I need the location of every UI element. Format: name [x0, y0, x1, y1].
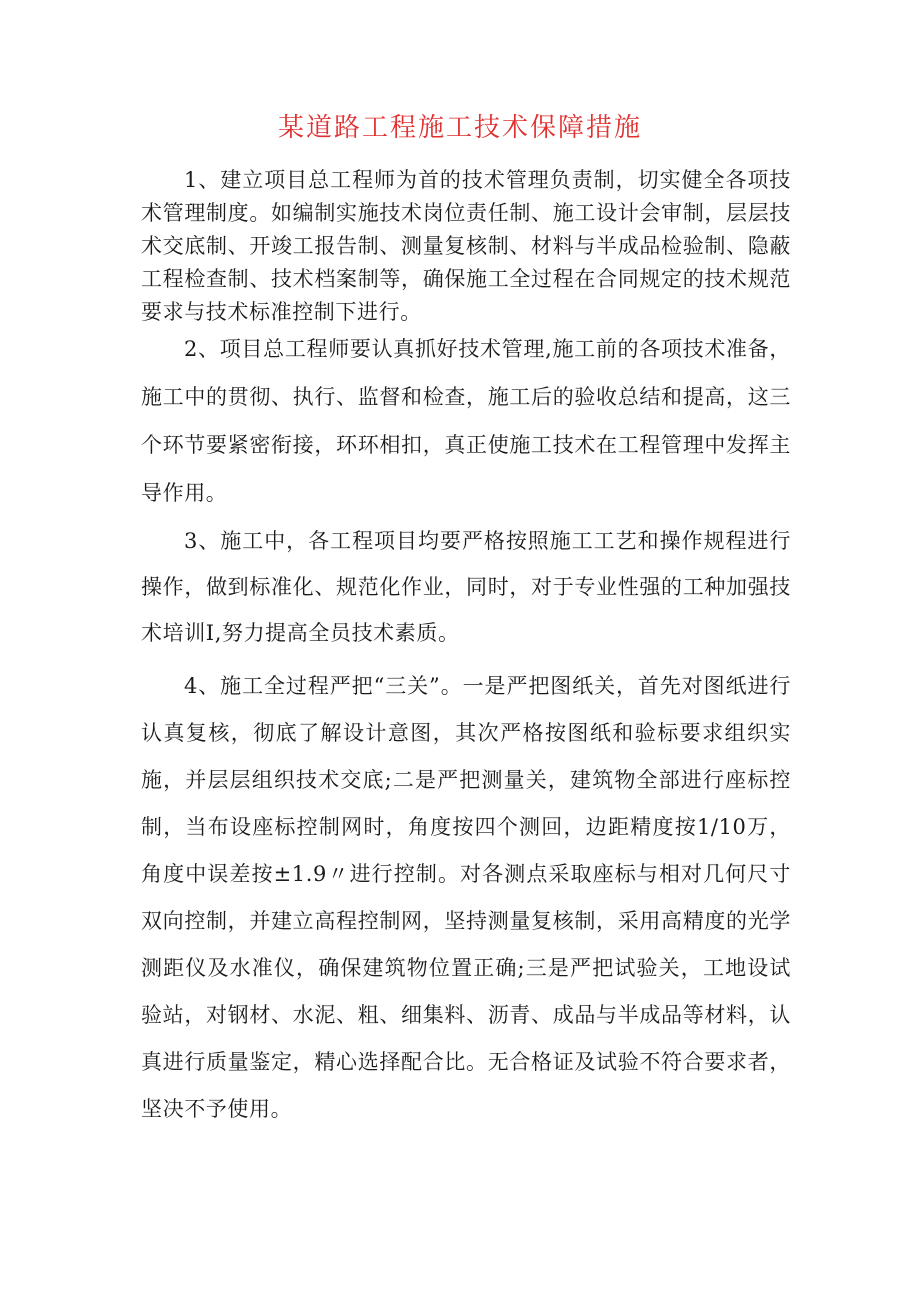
document-title: 某道路工程施工技术保障措施 — [277, 113, 642, 143]
paragraph-4: 4、施工全过程严把“三关”。一是严把图纸关，首先对图纸进行认真复核，彻底了解设计意图，其次严格按图纸和验标要求组织实施，并层层组织技术交底;二是严把测量关，建筑物全部进行座标控制，当布设座标控制网时，角度按四个测回，边距精度按1/10万，角度中误差按±1.9〃进行控制。对各测点采取座标与相对几何尺寸双向控制，并建立高程控制网，坚持测量复核制，采用高精度的光学测距仪及水准仪，确保建筑物位置正确;三是严把试验关，工地设试验站，对钢材、水泥、粗、细集料、沥青、成品与半成品等材料，认真进行质量鉴定，精心选择配合比。无合格证及试验不符合要求者，坚决不予使用。 — [141, 674, 791, 1121]
paragraph-2: 2、项目总工程师要认真抓好技术管理,施工前的各项技术准备，施工中的贯彻、执行、监督和检查，施工后的验收总结和提高，这三个环节要紧密衔接，环环相扣，真正使施工技术在工程管理中发挥主导作用。 — [141, 337, 791, 505]
paragraph-3: 3、施工中，各工程项目均要严格按照施工工艺和操作规程进行操作，做到标准化、规范化作业，同时，对于专业性强的工种加强技术培训I,努力提高全员技术素质。 — [141, 529, 791, 645]
paragraph-1: 1、建立项目总工程师为首的技术管理负责制，切实健全各项技术管理制度。如编制实施技术岗位责任制、施工设计会审制，层层技术交底制、开竣工报告制、测量复核制、材料与半成品检验制、隐蔽工程检查制、技术档案制等，确保施工全过程在合同规定的技术规范要求与技术标准控制下进行。 — [141, 168, 791, 324]
